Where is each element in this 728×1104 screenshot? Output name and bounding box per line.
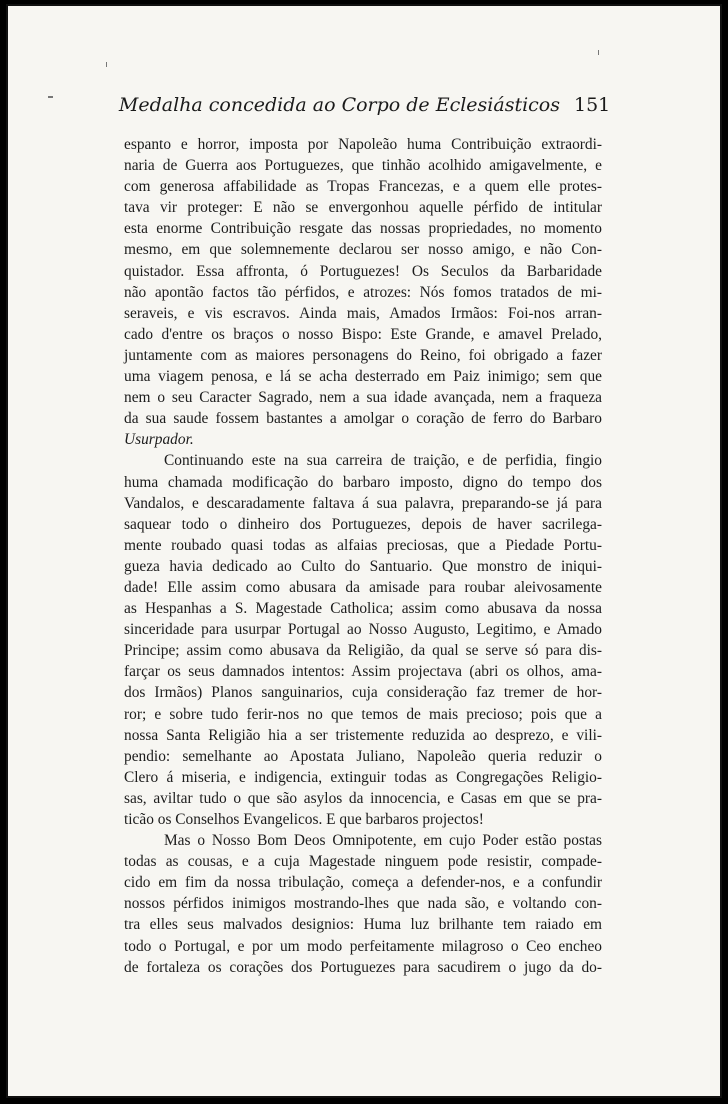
text-line: dade! Elle assim como abusara da amisade para roubar aleivosamente: [124, 578, 602, 596]
text-line: seraveis, e vis escravos. Ainda mais, Amados Irmãos: Foi-nos arran-: [124, 304, 602, 322]
text-line: sinceridade para usurpar Portugal ao Nosso Augusto, Legitimo, e Amado: [124, 621, 602, 639]
text-line: mesmo, em que solemnemente declarou ser nosso amigo, e não Con-: [124, 241, 602, 259]
text-line: Vandalos, e descaradamente faltava á sua palavra, preparando-se já para: [124, 494, 602, 512]
text-line: pendio: semelhante ao Apostata Juliano, Napoleão queria reduzir o: [124, 747, 602, 765]
text-line: nossa Santa Religião hia a ser tristemente reduzida ao desprezo, e vili-: [124, 726, 602, 744]
text-line: Usurpador.: [124, 431, 194, 449]
text-line: naria de Guerra aos Portuguezes, que tinhão acolhido amigavelmente, e: [124, 157, 602, 175]
paragraph-2: [124, 450, 602, 830]
paragraph-3: [124, 830, 602, 978]
text-line: uma viagem penosa, e lá se acha desterrado em Paiz inimigo; sem que: [124, 368, 602, 386]
text-line: com generosa affabilidade as Tropas Francezas, e a quem elle protes-: [124, 178, 602, 196]
page-speck: [598, 50, 599, 55]
text-line: juntamente com as maiores personagens do Reino, foi obrigado a fazer: [124, 346, 602, 364]
text-line: dos Irmãos) Planos sanguinarios, cuja consideração faz tremer de hor-: [124, 684, 602, 702]
text-line: espanto e horror, imposta por Napoleão huma Contribuição extraordi-: [124, 136, 602, 153]
text-line: quistador. Essa affronta, ó Portuguezes! Os Seculos da Barbaridade: [124, 262, 602, 280]
text-line: nossos pérfidos inimigos mostrando-lhes que nada são, e voltando con-: [124, 895, 602, 913]
text-line: huma chamada modificação do barbaro imposto, digno do tempo dos: [124, 473, 602, 491]
text-line: gueza havia dedicado ao Culto do Santuario. Que monstro de iniqui-: [124, 557, 602, 575]
text-line: mente roubado quasi todas as alfaias preciosas, que a Piedade Portu-: [124, 536, 602, 554]
text-line: Continuando este na sua carreira de traição, e de perfidia, fingio: [164, 452, 602, 470]
text-line: as Hespanhas a S. Magestade Catholica; assim como abusava da nossa: [124, 600, 602, 618]
text-line: esta enorme Contribuição resgate das nossas propriedades, no momento: [124, 220, 602, 238]
page-number: 151: [574, 94, 611, 116]
text-line: todo o Portugal, e por um modo perfeitamente milagroso o Ceo encheo: [124, 937, 602, 955]
text-line: não apontão factos tão pérfidos, e atrozes: Nós fomos tratados de mi-: [124, 283, 602, 301]
text-line: Mas o Nosso Bom Deos Omnipotente, em cujo Poder estão postas: [164, 832, 602, 850]
text-line: ror; e sobre tudo ferir-nos no que temos de mais precioso; pois que a: [124, 705, 602, 723]
text-line: da sua saude fossem bastantes a amolgar o coração de ferro do Barbaro: [124, 410, 602, 428]
text-line: nem o seu Caracter Sagrado, nem a sua idade avançada, nem a fraqueza: [124, 389, 602, 407]
book-page: [6, 4, 722, 1098]
text-line: todas as cousas, e a cuja Magestade ninguem pode resistir, compade-: [124, 853, 602, 871]
text-line: Principe; assim como abusava da Religião, da qual se serve só para dis-: [124, 642, 602, 660]
text-line: saquear todo o dinheiro dos Portuguezes, depois de haver sacrilega-: [124, 515, 602, 533]
text-line: sas, aviltar tudo o que são asylos da innocencia, e Casas em que se pra-: [124, 789, 602, 807]
text-line: tra elles seus malvados designios: Huma luz brilhante tem raiado em: [124, 916, 602, 934]
text-line: cado d'entre os braços o nosso Bispo: Este Grande, e amavel Prelado,: [124, 325, 602, 343]
text-line: de fortaleza os corações dos Portuguezes para sacudirem o jugo da do-: [124, 958, 602, 976]
text-line: ticão os Conselhos Evangelicos. E que barbaros projectos!: [124, 811, 484, 828]
page-speck: [106, 62, 107, 67]
page-header: [8, 94, 720, 124]
running-title: Medalha concedida ao Corpo de Eclesiásticos: [118, 94, 560, 116]
body-text: [124, 134, 602, 978]
text-line: Clero á miseria, e indigencia, extinguir todas as Congregações Religio-: [124, 768, 602, 786]
text-line: cido em fim da nossa tribulação, começa a defender-nos, e a confundir: [124, 874, 602, 892]
text-line: tava vir proteger: E não se envergonhou aquelle pérfido de intitular: [124, 199, 602, 217]
text-line: farçar os seus damnados intentos: Assim projectava (abri os olhos, ama-: [124, 663, 602, 681]
paragraph-1: [124, 134, 602, 450]
